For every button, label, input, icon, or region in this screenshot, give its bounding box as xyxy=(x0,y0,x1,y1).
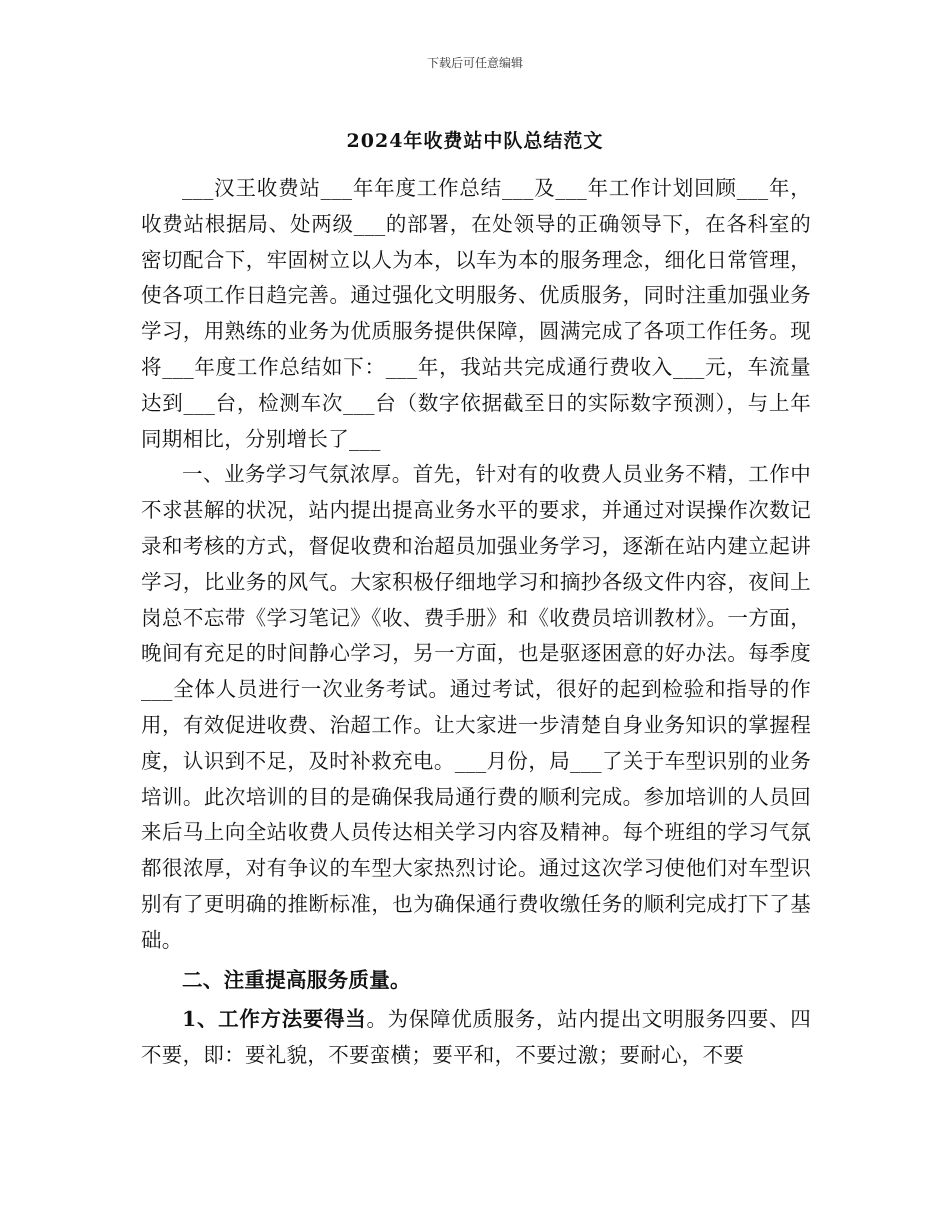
paragraph-body-text: 。为保障优质服务，站内提出文明服务四要、四不要，即：要礼貌，不要蛮横；要平和，不要过激；要耐心，不要 xyxy=(141,1007,811,1068)
paragraph-intro: ___汉王收费站___年年度工作总结___及___年工作计划回顾___年，收费站根据局、处两级___的部署，在处领导的正确领导下，在各科室的密切配合下，牢固树立以人为本，以车为本的服务理念，细化日常管理，使各项工作日趋完善。通过强化文明服务、优质服务，同时注重加强业务学习，用熟练的业务为优质服务提供保障，圆满完成了各项工作任务。现将___年度工作总结如下：___年，我站共完成通行费收入___元，车流量达到___台，检测车次___台（数字依据截至日的实际数字预测），与上年同期相比，分别增长了___ xyxy=(141,176,811,451)
paragraph-business-study: 一、业务学习气氛浓厚。首先，针对有的收费人员业务不精，工作中不求甚解的状况，站内提出提高业务水平的要求，并通过对误操作次数记录和考核的方式，督促收费和治超员加强业务学习，逐渐在站内建立起讲学习，比业务的风气。大家积极仔细地学习和摘抄各级文件内容，夜间上岗总不忘带《学习笔记》《收、费手册》和《收费员培训教材》。一方面，晚间有充足的时间静心学习，另一方面，也是驱逐困意的好办法。每季度___全体人员进行一次业务考试。通过考试，很好的起到检验和指导的作用，有效促进收费、治超工作。让大家进一步清楚自身业务知识的掌握程度，认识到不足，及时补救充电。___月份，局___了关于车型识别的业务培训。此次培训的目的是确保我局通行费的顺利完成。参加培训的人员回来后马上向全站收费人员传达相关学习内容及精神。每个班组的学习气氛都很浓厚，对有争议的车型大家热烈讨论。通过这次学习使他们对车型识别有了更明确的推断标准，也为确保通行费收缴任务的顺利完成打下了基础。 xyxy=(141,462,811,952)
document-title: 2024年收费站中队总结范文 xyxy=(346,130,604,152)
document-body xyxy=(141,171,811,1074)
paragraph-lead-text: 1、工作方法要得当 xyxy=(182,1007,367,1032)
section-heading-service-quality: 二、注重提高服务质量。 xyxy=(182,967,411,992)
paragraph-work-method xyxy=(141,1002,811,1074)
page-header-note: 下载后可任意编辑 xyxy=(426,56,523,70)
